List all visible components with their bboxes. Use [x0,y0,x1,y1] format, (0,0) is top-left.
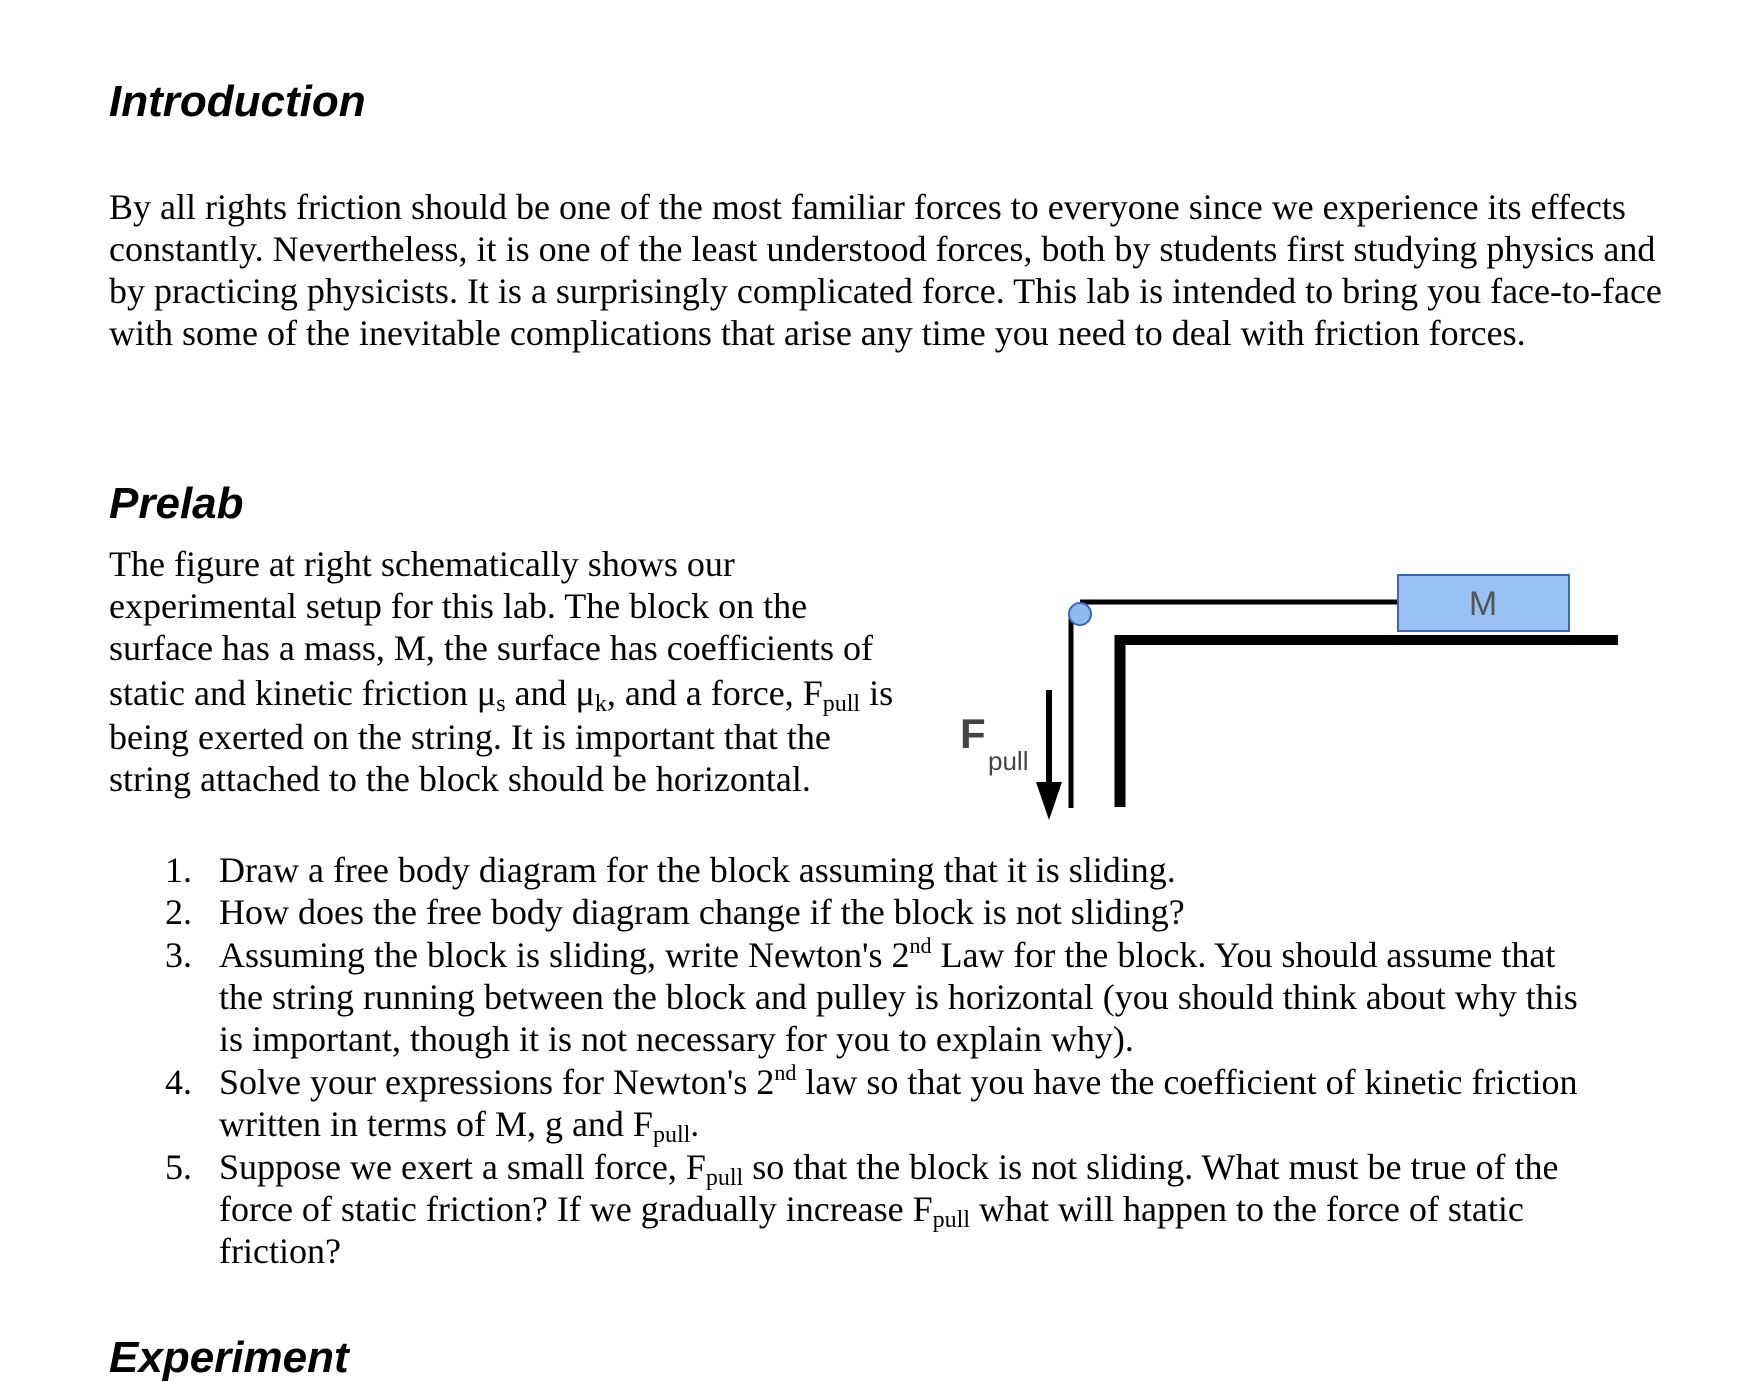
prelab-text: , and a force, F [606,673,823,713]
question-number: 1. [165,850,192,890]
force-label: F [960,710,986,757]
question-number: 2. [165,892,192,932]
question-1: Draw a free body diagram for the block assuming that it is sliding. [219,850,1176,890]
prelab-text: and μ [505,673,595,713]
prelab-line [109,672,894,717]
question-text: force of static friction? If we gradually increase F [219,1189,933,1229]
prelab-text: is [860,673,894,713]
force-arrow-icon [1036,782,1062,820]
question-4-line [219,1061,1578,1103]
question-text: Assuming the block is sliding, write Newton's 2 [219,935,910,975]
prelab-line: experimental setup for this lab. The block on the [109,586,808,626]
block-label: M [1468,585,1498,623]
question-number: 4. [165,1062,192,1102]
question-text: so that the block is not sliding. What must be true of the [743,1147,1559,1187]
question-5-line [219,1146,1559,1191]
subscript-pull: pull [652,1122,691,1148]
prelab-line: string attached to the block should be horizontal. [109,759,811,799]
prelab-heading: Prelab [109,479,244,528]
force-subscript: pull [988,746,1029,776]
question-text: what will happen to the force of static [970,1189,1524,1229]
question-2: How does the free body diagram change if the block is not sliding? [219,892,1185,932]
question-text: Law for the block. You should assume that [931,935,1556,975]
introduction-paragraph: By all rights friction should be one of the most familiar forces to everyone since we experience its effects constantly. Nevertheless, it is one of the least understood forces, both by students first studying physics and by practicing physicists. It is a surprisingly complicated force. This lab is intended to bring you face-to-face with some of the inevitable complications that arise any time you need to deal with friction forces. [109,187,1662,353]
question-number: 5. [165,1147,192,1187]
subscript-s: s [496,691,506,717]
prelab-line: being exerted on the string. It is important that the [109,717,831,757]
question-5-line [219,1188,1524,1233]
question-3-line: is important, though it is not necessary for you to explain why). [219,1019,1134,1059]
question-4-line [219,1103,700,1148]
question-text: law so that you have the coefficient of kinetic friction [796,1062,1578,1102]
superscript-nd: nd [909,933,932,958]
question-number: 3. [165,935,192,975]
question-text: Solve your expressions for Newton's 2 [219,1062,775,1102]
subscript-k: k [594,691,607,717]
question-text: written in terms of M, g and F [219,1104,653,1144]
prelab-line: surface has a mass, M, the surface has coefficients of [109,628,874,668]
question-text: Suppose we exert a small force, F [219,1147,706,1187]
subscript-pull: pull [822,691,861,717]
question-3-line: the string running between the block and pulley is horizontal (you should think about why this [219,977,1578,1017]
question-text: . [690,1104,700,1144]
pulley [1069,603,1091,625]
prelab-text: static and kinetic friction μ [109,673,497,713]
subscript-pull: pull [932,1207,971,1233]
question-3-line [219,934,1555,976]
introduction-heading: Introduction [109,77,366,126]
prelab-line: The figure at right schematically shows our [109,544,735,584]
subscript-pull: pull [705,1165,744,1191]
experiment-heading: Experiment [109,1333,349,1382]
question-5-line: friction? [219,1231,341,1271]
superscript-nd: nd [774,1060,797,1085]
setup-diagram [940,560,1640,820]
